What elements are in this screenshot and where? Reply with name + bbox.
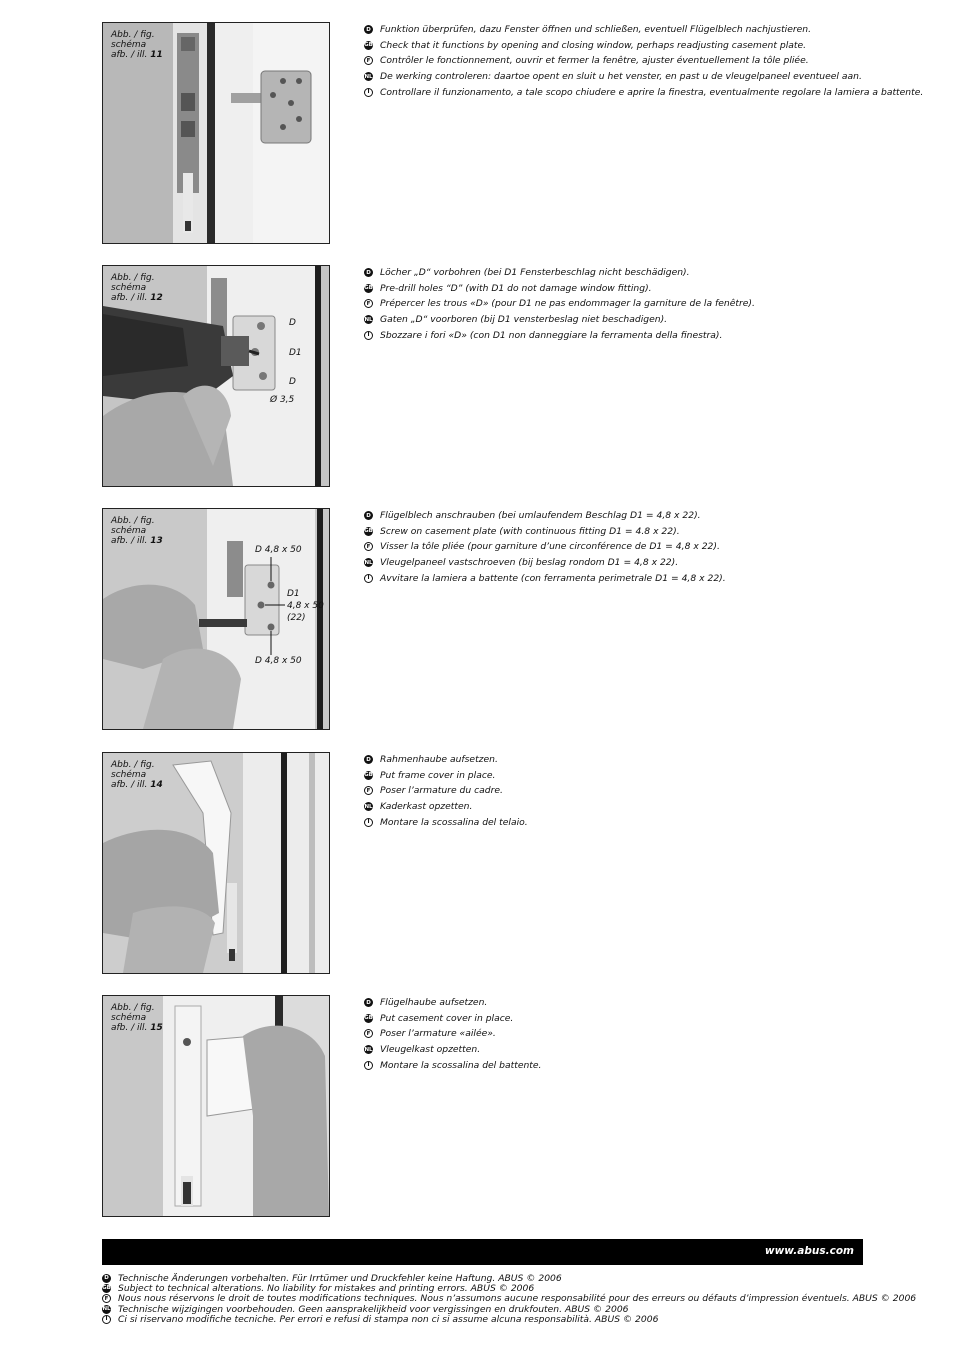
instruction-line-it: I Sbozzare i fori «D» (con D1 non danneggiare la ferramenta della finestra). xyxy=(364,327,904,343)
figure-14-photo xyxy=(102,752,330,974)
label-screw-d-top: D 4,8 x 50 xyxy=(255,545,302,555)
lang-badge-nl-icon: NL xyxy=(102,1306,111,1313)
lang-badge-it-icon: I xyxy=(364,574,373,583)
footer-bar xyxy=(102,1239,863,1265)
figure-caption: Abb. / fig. schéma afb. / ill. 15 xyxy=(111,1003,163,1033)
instruction-line-de: D Flügelblech anschrauben (bei umlaufendem Beschlag D1 = 4,8 x 22). xyxy=(364,508,904,524)
lang-badge-de-icon: D xyxy=(364,268,373,277)
lang-badge-fr-icon: F xyxy=(364,1029,373,1038)
lang-badge-de-icon: D xyxy=(102,1274,111,1283)
label-hole-d1: D1 xyxy=(289,348,302,358)
label-screw-d1-alt: (22) xyxy=(287,613,306,623)
figure-15-photo xyxy=(102,995,330,1217)
instruction-line-gb: GB Put frame cover in place. xyxy=(364,769,496,781)
step-14-instructions xyxy=(364,752,904,830)
lang-badge-it-icon: I xyxy=(364,88,373,97)
legal-line-fr: F Nous nous réservons le droit de toutes modifications techniques. Nous n’assumons aucune responsabilité pour des erreurs ou défauts d’impression éventuels. ABUS © 2006 xyxy=(102,1294,882,1304)
lang-badge-nl-icon: NL xyxy=(364,1046,373,1053)
instruction-line-fr: F Contrôler le fonctionnement, ouvrir et fermer la fenêtre, ajuster éventuellement la tôle pliée. xyxy=(364,53,904,69)
instruction-line-fr: F Poser l’armature «ailée». xyxy=(364,1026,904,1042)
lang-badge-de-icon: D xyxy=(364,998,373,1007)
legal-line-de: D Technische Änderungen vorbehalten. Für Irrtümer und Druckfehler keine Haftung. ABUS © 2006 xyxy=(102,1273,882,1283)
lang-badge-gb-icon: GB xyxy=(364,1015,373,1022)
step-11-instructions xyxy=(364,22,924,100)
lang-badge-it-icon: I xyxy=(364,818,373,827)
instruction-line-it: I Montare la scossalina del battente. xyxy=(364,1057,904,1073)
label-hole-d-top: D xyxy=(289,318,296,328)
lang-badge-de-icon: D xyxy=(364,25,373,34)
label-diameter: Ø 3,5 xyxy=(270,395,295,405)
legal-line-gb: GB Subject to technical alterations. No liability for mistakes and printing errors. ABUS © 2006 xyxy=(102,1282,535,1294)
figure-caption: Abb. / fig. schéma afb. / ill. 12 xyxy=(111,273,163,303)
lang-badge-de-icon: D xyxy=(364,755,373,764)
instruction-line-gb: GB Put casement cover in place. xyxy=(364,1012,514,1024)
lang-badge-gb-icon: GB xyxy=(364,528,373,535)
figure-caption: Abb. / fig. schéma afb. / ill. 11 xyxy=(111,30,163,60)
lang-badge-gb-icon: GB xyxy=(364,42,373,49)
lang-badge-fr-icon: F xyxy=(364,542,373,551)
figure-11-photo xyxy=(102,22,330,244)
lang-badge-fr-icon: F xyxy=(364,56,373,65)
legal-line-it: I Ci si riservano modifiche tecniche. Per errori e refusi di stampa non ci si assume alcuna responsabilità. ABUS © 2006 xyxy=(102,1314,882,1324)
lang-badge-it-icon: I xyxy=(102,1315,111,1324)
label-screw-d1: D1 xyxy=(287,589,300,599)
instruction-line-fr: F Prépercer les trous «D» (pour D1 ne pas endommager la garniture de la fenêtre). xyxy=(364,296,904,312)
lang-badge-nl-icon: NL xyxy=(364,73,373,80)
label-screw-d-bottom: D 4,8 x 50 xyxy=(255,656,302,666)
instruction-line-nl: NL Kaderkast opzetten. xyxy=(364,801,473,813)
lang-badge-nl-icon: NL xyxy=(364,559,373,566)
instruction-line-nl: NL Vleugelpaneel vastschroeven (bij beslag rondom D1 = 4,8 x 22). xyxy=(364,557,679,569)
instruction-line-de: D Flügelhaube aufsetzen. xyxy=(364,995,904,1011)
lang-badge-de-icon: D xyxy=(364,511,373,520)
figure-caption: Abb. / fig. schéma afb. / ill. 14 xyxy=(111,760,163,790)
label-screw-d1-size: 4,8 x 50 xyxy=(287,601,324,611)
lang-badge-gb-icon: GB xyxy=(364,772,373,779)
instruction-line-fr: F Poser l’armature du cadre. xyxy=(364,783,904,799)
instruction-line-fr: F Visser la tôle pliée (pour garniture d’une circonférence de D1 = 4,8 x 22). xyxy=(364,539,904,555)
lang-badge-nl-icon: NL xyxy=(364,803,373,810)
instruction-line-gb: GB Check that it functions by opening and closing window, perhaps readjusting casement plate. xyxy=(364,39,807,51)
website-link[interactable]: www.abus.com xyxy=(764,1245,854,1257)
legal-notice xyxy=(102,1272,917,1325)
step-12 xyxy=(102,265,902,487)
step-13-instructions xyxy=(364,508,904,586)
step-11 xyxy=(102,22,924,244)
step-15-instructions xyxy=(364,995,904,1073)
instruction-line-it: I Montare la scossalina del telaio. xyxy=(364,814,904,830)
label-hole-d-bottom: D xyxy=(289,377,296,387)
lang-badge-it-icon: I xyxy=(364,331,373,340)
legal-line-nl: NL Technische wijzigingen voorbehouden. Geen aansprakelijkheid voor vergissingen en drukfouten. ABUS © 2006 xyxy=(102,1303,629,1315)
figure-13-photo xyxy=(102,508,330,730)
step-13 xyxy=(102,508,902,730)
lang-badge-fr-icon: F xyxy=(364,299,373,308)
lang-badge-gb-icon: GB xyxy=(102,1285,111,1292)
instruction-line-nl: NL Vleugelkast opzetten. xyxy=(364,1044,481,1056)
lang-badge-fr-icon: F xyxy=(102,1294,111,1303)
instruction-line-gb: GB Pre-drill holes “D” (with D1 do not damage window fitting). xyxy=(364,282,652,294)
instruction-line-de: D Rahmenhaube aufsetzen. xyxy=(364,752,904,768)
step-15 xyxy=(102,995,902,1217)
instruction-line-gb: GB Screw on casement plate (with continuous fitting D1 = 4.8 x 22). xyxy=(364,525,680,537)
instruction-line-it: I Avvitare la lamiera a battente (con ferramenta perimetrale D1 = 4,8 x 22). xyxy=(364,570,904,586)
instruction-line-de: D Funktion überprüfen, dazu Fenster öffnen und schließen, eventuell Flügelblech nachjustieren. xyxy=(364,22,904,38)
step-12-instructions xyxy=(364,265,904,343)
lang-badge-it-icon: I xyxy=(364,1061,373,1070)
lang-badge-fr-icon: F xyxy=(364,786,373,795)
instruction-line-nl: NL Gaten „D“ voorboren (bij D1 vensterbeslag niet beschadigen). xyxy=(364,314,668,326)
instruction-line-nl: NL De werking controleren: daartoe opent en sluit u het venster, en past u de vleugelpaneel eventueel aan. xyxy=(364,71,862,83)
lang-badge-nl-icon: NL xyxy=(364,316,373,323)
lang-badge-gb-icon: GB xyxy=(364,285,373,292)
figure-12-photo xyxy=(102,265,330,487)
instruction-line-de: D Löcher „D“ vorbohren (bei D1 Fensterbeschlag nicht beschädigen). xyxy=(364,265,904,281)
instruction-line-it: I Controllare il funzionamento, a tale scopo chiudere e aprire la finestra, eventualmente regolare la lamiera a battente. xyxy=(364,84,904,100)
step-14 xyxy=(102,752,902,974)
figure-caption: Abb. / fig. schéma afb. / ill. 13 xyxy=(111,516,163,546)
